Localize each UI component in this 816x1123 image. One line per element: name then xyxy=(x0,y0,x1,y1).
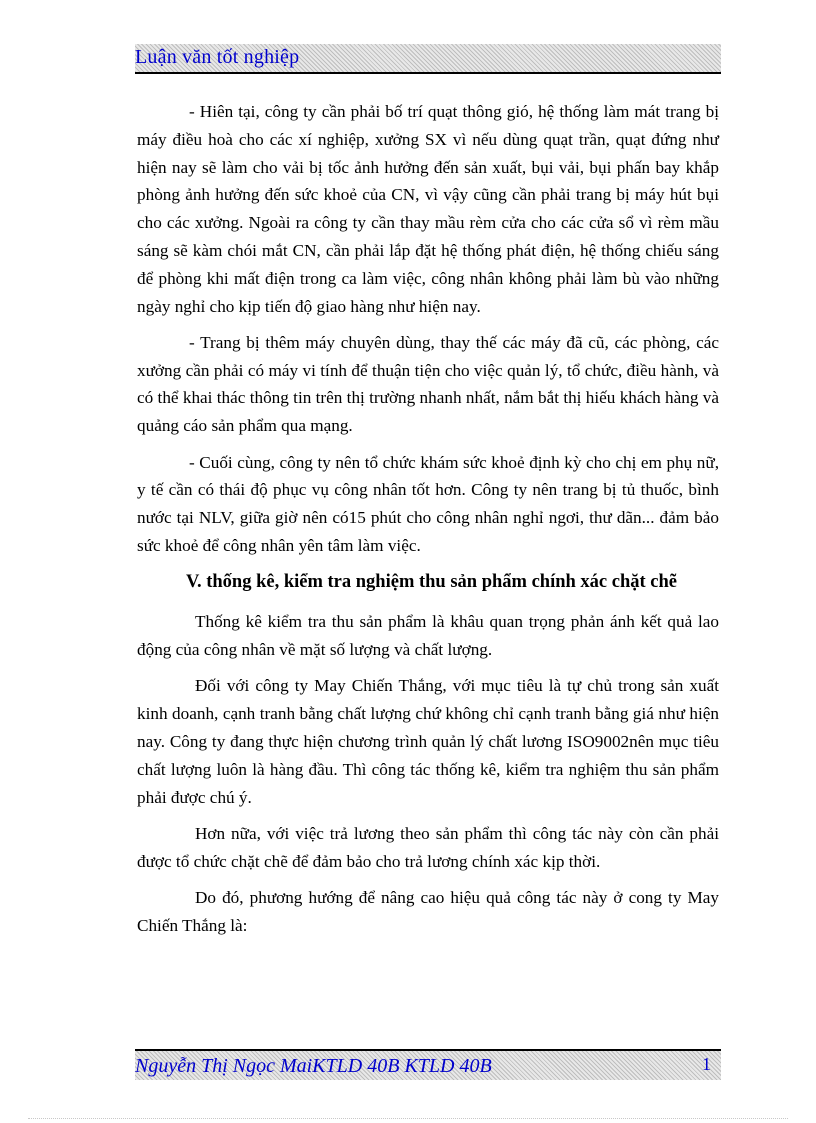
page-header xyxy=(135,44,721,74)
paragraph-company: Đối với công ty May Chiến Thắng, với mục tiêu là tự chủ trong sản xuất kinh doanh, cạnh tranh bằng chất lượng chứ không chỉ cạnh tranh bằng giá như hiện nay. Công ty đang thực hiện chương trình quản lý chất lương ISO9002nên mục tiêu chất lượng luôn là hàng đầu. Thì công tác thống kê, kiểm tra nghiệm thu sản phẩm phải được chú ý. xyxy=(137,676,719,807)
paragraph-wages: Hơn nữa, với việc trả lương theo sản phẩm thì công tác này còn cần phải được tổ chức chặt chẽ để đảm bảo cho trả lương chính xác kịp thời. xyxy=(137,823,719,871)
paragraph-ventilation: - Hiên tại, công ty cần phải bố trí quạt thông gió, hệ thống làm mát trang bị máy điều hoà cho các xí nghiệp, xưởng SX vì nếu dùng quạt trần, quạt đứng như hiện nay sẽ làm cho vải bị tốc ảnh hưởng đến sản xuất, bụi vải, bụi phấn bay khắp phòng ảnh hưởng đến sức khoẻ của CN, vì vậy cũng cần phải trang bị máy hút bụi cho các xưởng. Ngoài ra công ty cần thay mầu rèm cửa cho các cửa sổ vì rèm mầu sáng sẽ kàm chói mắt CN, cần phải lắp đặt hệ thống phát điện, hệ thống chiếu sáng để phòng khi mất điện trong ca làm việc, công nhân không phải làm bù vào những ngày nghỉ cho kịp tiến độ giao hàng như hiện nay. xyxy=(137,102,719,316)
paragraph-equipment: - Trang bị thêm máy chuyên dùng, thay thế các máy đã cũ, các phòng, các xưởng cần phải có máy vi tính để thuận tiện cho việc quản lý, tổ chức, điều hành, và có thể khai thác thông tin trên thị trường nhanh nhất, nắm bắt thị hiếu khách hàng và quảng cáo sản phẩm qua mạng. xyxy=(137,332,719,436)
page-number: 1 xyxy=(702,1054,711,1074)
bottom-divider xyxy=(28,1118,788,1119)
paragraph-health: - Cuối cùng, công ty nên tổ chức khám sức khoẻ định kỳ cho chị em phụ nữ, y tế cần có thái độ phục vụ công nhân tốt hơn. Công ty nên trang bị tủ thuốc, bình nước tại NLV, giữa giờ nên có15 phút cho công nhân nghỉ ngơi, thư dãn... đảm bảo sức khoẻ để công nhân yên tâm làm việc. xyxy=(137,452,719,555)
page-footer xyxy=(135,1049,721,1080)
paragraph-direction: Do đó, phương hướng để nâng cao hiệu quả công tác này ở cong ty May Chiến Thắng là: xyxy=(137,887,719,935)
header-title: Luận văn tốt nghiệp xyxy=(135,46,300,68)
footer-author: Nguyễn Thị Ngọc MaiKTLD 40B KTLD 40B xyxy=(135,1055,492,1077)
paragraph-statistics: Thống kê kiểm tra thu sản phẩm là khâu quan trọng phản ánh kết quả lao động của công nhân về mặt số lượng và chất lượng. xyxy=(137,612,719,660)
document-body xyxy=(137,98,719,948)
section-heading: V. thống kê, kiểm tra nghiệm thu sản phẩm chính xác chặt chẽ xyxy=(186,572,677,593)
